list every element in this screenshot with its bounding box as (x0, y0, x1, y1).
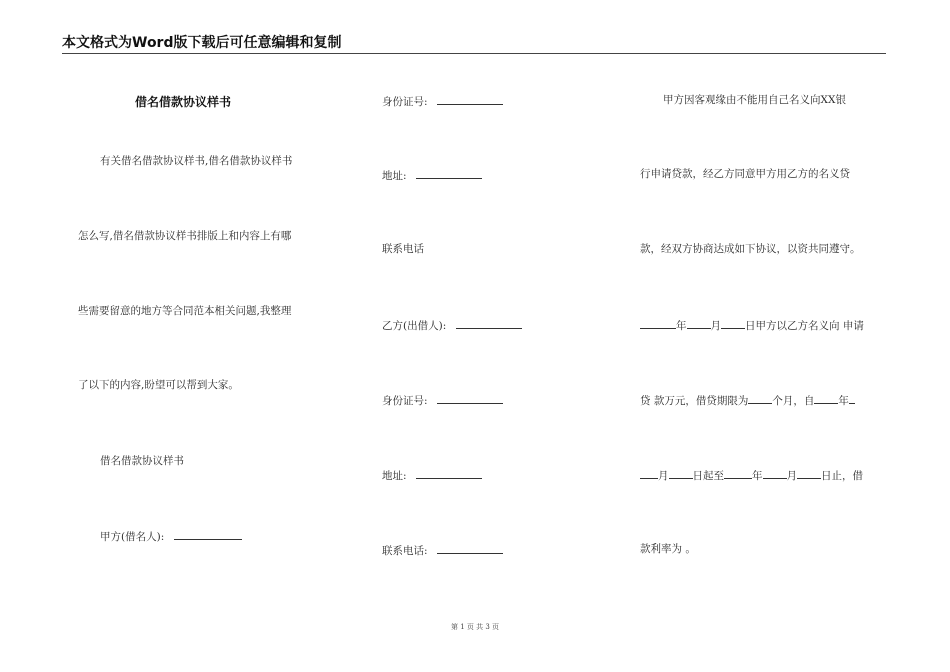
body-text-line: 些需要留意的地方等合同范本相关问题,我整理 (78, 305, 292, 317)
body-text-line: 了以下的内容,盼望可以帮到大家。 (78, 379, 239, 391)
party-b-field (382, 317, 522, 333)
month-label: 月 (710, 320, 721, 332)
body-text-line: 怎么写,借名借款协议样书排版上和内容上有哪 (78, 230, 292, 242)
id-number-field (382, 392, 503, 408)
fill-blank (437, 542, 503, 554)
fill-blank (437, 392, 503, 404)
fill-blank (849, 392, 855, 404)
fill-blank (797, 467, 821, 479)
year-label: 年 (838, 395, 849, 407)
loan-term-line (640, 392, 855, 408)
id-number-field (382, 93, 503, 109)
day-end-text: 日止，借 (821, 470, 863, 482)
fill-blank (640, 317, 676, 329)
phone-field (382, 542, 503, 558)
month-label: 月 (658, 470, 669, 482)
body-text-line: 款利率为 。 (640, 543, 696, 555)
fill-blank (748, 392, 772, 404)
fill-blank (437, 93, 503, 105)
party-a-field (100, 528, 242, 544)
fill-blank (669, 467, 693, 479)
fill-blank (763, 467, 787, 479)
phone-label: 联系电话 (382, 243, 424, 255)
fill-blank (416, 167, 482, 179)
section-subtitle: 借名借款协议样书 (100, 455, 184, 467)
year-label: 年 (752, 470, 763, 482)
body-text-line: 甲方因客观缘由不能用自己名义向XX银 (663, 94, 846, 106)
date-line (640, 317, 864, 333)
phone-label: 联系电话: (382, 545, 428, 557)
address-field (382, 167, 482, 183)
month-label: 月 (786, 470, 797, 482)
day-clause: 日甲方以乙方名义向 申请 (745, 320, 864, 332)
document-title: 借名借款协议样书 (135, 95, 232, 109)
party-a-label: 甲方(借名人): (100, 531, 165, 543)
document-header: 本文格式为Word版下载后可任意编辑和复制 (62, 35, 342, 51)
fill-blank (640, 467, 658, 479)
fill-blank (814, 392, 838, 404)
year-label: 年 (676, 320, 687, 332)
body-text-line: 有关借名借款协议样书,借名借款协议样书 (100, 155, 293, 167)
loan-term-text: 贷 款万元，借贷期限为 (640, 395, 749, 407)
until-text: 日起至 (692, 470, 724, 482)
months-from-text: 个月，自 (772, 395, 815, 407)
body-text-line: 行申请贷款，经乙方同意甲方用乙方的名义贷 (640, 168, 850, 180)
loan-period-line (640, 467, 863, 483)
fill-blank (687, 317, 711, 329)
id-number-label: 身份证号: (382, 96, 428, 108)
address-label: 地址: (382, 170, 407, 182)
body-text-line: 款，经双方协商达成如下协议，以资共同遵守。 (640, 243, 861, 255)
address-field (382, 467, 482, 483)
fill-blank (721, 317, 745, 329)
fill-blank (174, 528, 242, 540)
fill-blank (416, 467, 482, 479)
header-divider (62, 53, 886, 54)
address-label: 地址: (382, 470, 407, 482)
id-number-label: 身份证号: (382, 395, 428, 407)
fill-blank (456, 317, 522, 329)
party-b-label: 乙方(出借人): (382, 320, 447, 332)
page-footer: 第 1 页 共 3 页 (450, 623, 500, 631)
fill-blank (724, 467, 752, 479)
